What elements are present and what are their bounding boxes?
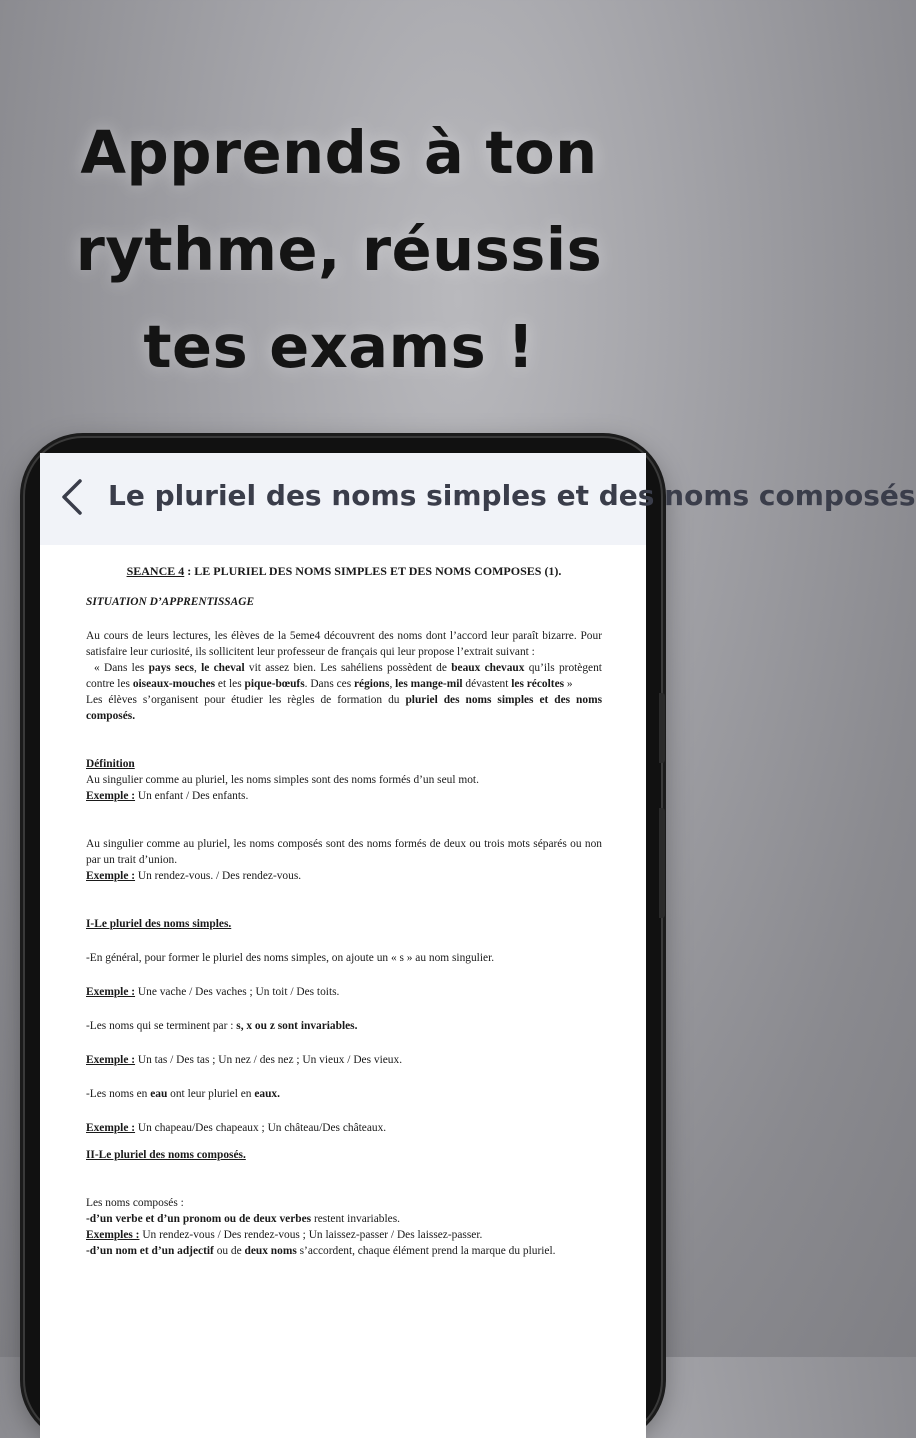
- definition-simple: Au singulier comme au pluriel, les noms simples sont des noms formés d’un seul mot.: [86, 774, 479, 786]
- rule-general: -En général, pour former le pluriel des noms simples, on ajoute un « s » au nom singulier.: [86, 952, 495, 964]
- definition-compose: Au singulier comme au pluriel, les noms composés sont des noms formés de deux ou trois mots séparés ou non par un trait d’union.: [86, 838, 602, 866]
- phone-frame: [25, 438, 916, 1438]
- rule-eau: -Les noms en eau ont leur pluriel en eaux.: [86, 1088, 280, 1100]
- example-vache: Exemple : Une vache / Des vaches ; Un toit / Des toits.: [86, 986, 340, 998]
- example-compose: Exemple : Un rendez-vous. / Des rendez-vous.: [86, 870, 302, 882]
- document-title: SEANCE 4 : LE PLURIEL DES NOMS SIMPLES ET DES NOMS COMPOSES (1).: [126, 564, 562, 578]
- example-simple: Exemple : Un enfant / Des enfants.: [86, 790, 249, 802]
- quote-paragraph: « Dans les pays secs, le cheval vit assez bien. Les sahéliens possèdent de beaux chevaux qu’ils protègent contre les oiseaux-mouches et les pique-bœufs. Dans ces régions, les mange-mil dévastent les récoltes »: [86, 662, 602, 690]
- example-rendez-vous: Exemples : Un rendez-vous / Des rendez-vous ; Un laissez-passer / Des laissez-passer.: [86, 1229, 483, 1241]
- lesson-document: [86, 563, 602, 1259]
- power-button: [659, 808, 665, 918]
- app-bar: [40, 453, 916, 545]
- promo-line-3: tes exams !: [143, 312, 535, 381]
- section-2-heading: II-Le pluriel des noms composés.: [86, 1149, 246, 1161]
- volume-button: [659, 693, 665, 763]
- definition-heading: Définition: [86, 758, 135, 770]
- rule-invariables: -Les noms qui se terminent par : s, x ou z sont invariables.: [86, 1020, 358, 1032]
- page-title: Le pluriel des noms simples et des noms composés: [108, 479, 916, 512]
- section-1-heading: I-Le pluriel des noms simples.: [86, 918, 232, 930]
- promo-line-1: Apprends à ton: [80, 118, 598, 187]
- rule-nom-adjectif: -d’un nom et d’un adjectif ou de deux noms s’accordent, chaque élément prend la marque du pluriel.: [86, 1245, 556, 1257]
- promo-headline: [0, 104, 678, 395]
- example-tas: Exemple : Un tas / Des tas ; Un nez / des nez ; Un vieux / Des vieux.: [86, 1054, 403, 1066]
- promo-line-2: rythme, réussis: [75, 215, 603, 284]
- situation-heading: SITUATION D’APPRENTISSAGE: [86, 596, 255, 608]
- rule-verbe-pronom: -d’un verbe et d’un pronom ou de deux verbes restent invariables.: [86, 1213, 400, 1225]
- composes-intro: Les noms composés :: [86, 1197, 184, 1209]
- example-chapeau: Exemple : Un chapeau/Des chapeaux ; Un château/Des châteaux.: [86, 1122, 387, 1134]
- intro-paragraph: Au cours de leurs lectures, les élèves de la 5eme4 découvrent des noms dont l’accord leur paraît bizarre. Pour satisfaire leur curiosité, ils sollicitent leur professeur de français qui leur propose l’extrait suivant :: [86, 630, 602, 658]
- app-screen: [40, 453, 916, 1438]
- task-paragraph: Les élèves s’organisent pour étudier les règles de formation du pluriel des noms simples et des noms composés.: [86, 694, 602, 722]
- back-arrow-icon[interactable]: [56, 475, 90, 519]
